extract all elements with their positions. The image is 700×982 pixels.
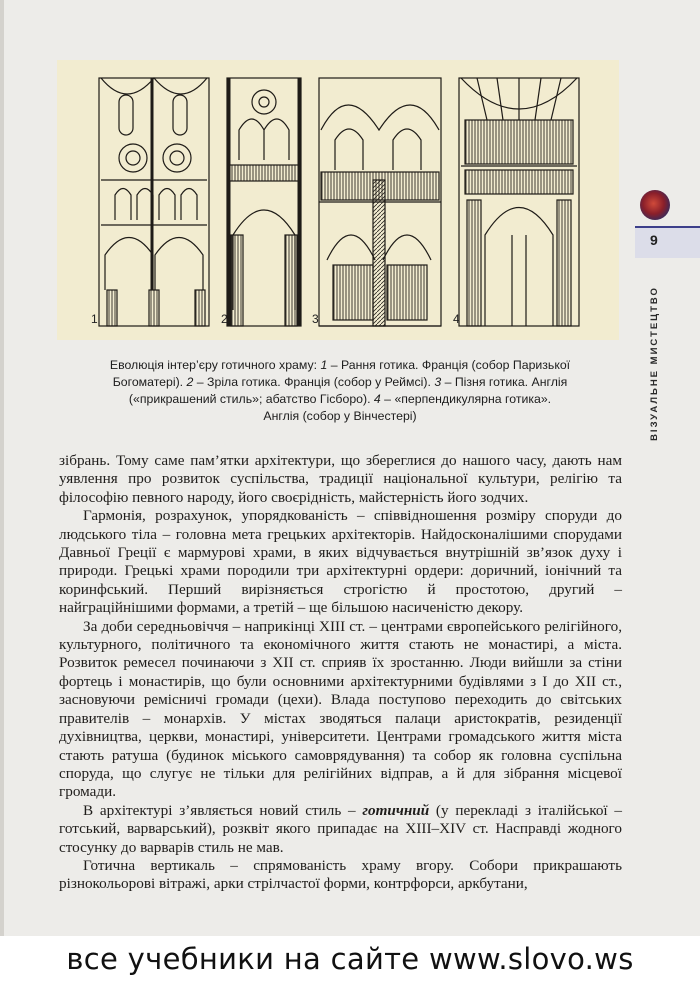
panel-number-2: 2 xyxy=(221,312,228,326)
caption-text: Англія (собор у Вінчестері) xyxy=(263,409,417,423)
paragraph: Готична вертикаль – спрямованість храму вгору. Собори прикрашають різнокольорові вітражі, арки стрілчастої форми, контрфорси, аркбутани, xyxy=(59,856,622,893)
paragraph: За доби середньовіччя – наприкінці XIII ст. – центрами європейського релігійного, культурного, політичного та економічного життя стають не монастирі, а міста. Розвиток ремесел починаючи з XII ст. сприяв їх зростанню. Люди вийшли за стіни фортець і монастирів, що були основними архітектурними будівлями з I до XII ст., засновуючи ремісничі громади (цехи). Влада поступово переходить до світських правителів – монархів. У містах зводяться палаци аристократів, резиденції духівництва, церкви, монастирі, університети. Центрами громадського життя міста стають ратуша (будинок міського самоврядування) та собор як головна суспільна споруда, що слугує не тільки для релігійних відправ, а й для зібрання місцевої громади. xyxy=(59,617,622,801)
caption-text: – «перпендикулярна готика». xyxy=(380,392,552,406)
caption-text: – Зріла готика. Франція (собор у Реймсі). xyxy=(193,375,435,389)
section-emblem-icon xyxy=(640,190,670,220)
page-edge xyxy=(0,0,4,982)
panel-number-1: 1 xyxy=(91,312,98,326)
panel-4-drawing xyxy=(459,78,579,326)
paragraph: Гармонія, розрахунок, упорядкованість – співвідношення розміру споруди до людського тіла – головна мета грецьких архітекторів. Найдосконалішими спорудами Давньої Греції є мармурові храми, в яких відчувається внутрішній зв’язок духу і природи. Грецькі храми породили три архітектурні ордери: доричний, іонічний та коринфський. Перший вирізняється строгістю й простотою, другий – найграційнішими формами, а третій – ще більшою насиченістю декору. xyxy=(59,507,622,617)
figure-caption xyxy=(60,357,620,425)
caption-text: Еволюція інтер’єру готичного храму: xyxy=(109,358,321,372)
panel-2-drawing xyxy=(227,78,301,326)
section-label-text: ВІЗУАЛЬНЕ МИСТЕЦТВО xyxy=(648,285,660,441)
panel-number-4: 4 xyxy=(453,312,460,326)
caption-number: 3 xyxy=(434,375,442,389)
page-number: 9 xyxy=(650,232,658,248)
term-highlight: готичний xyxy=(362,801,430,819)
caption-number: 4 xyxy=(373,392,381,406)
caption-text: – Пізня готика. Англія xyxy=(441,375,568,389)
panel-number-3: 3 xyxy=(312,312,319,326)
caption-number: 2 xyxy=(186,375,194,389)
page-number-tab xyxy=(635,226,700,258)
paragraph-text: (у перекладі з італійської – готський, варварський), розквіт якого припадає на XIII–XIV ст. Насправді жодного стосунку до варварів стиль не мав. xyxy=(59,801,622,856)
caption-text: Богоматері). xyxy=(112,375,187,389)
paragraph-text: В архітектурі з’являється новий стиль – xyxy=(83,801,363,819)
gothic-interiors-figure xyxy=(57,60,619,340)
caption-text: – Рання готика. Франція (собор Паризької xyxy=(327,358,571,372)
body-text xyxy=(59,452,622,894)
site-watermark-banner: все учебники на сайте www.slovo.ws xyxy=(0,936,700,982)
paragraph xyxy=(59,802,622,857)
panel-1-drawing xyxy=(99,78,209,326)
paragraph: зібрань. Тому саме пам’ятки архітектури, що збереглися до нашого часу, дають нам уявлення про розвиток суспільства, традиції національної культури, релігію та філософію певного народу, його своєрідність, майстерність його зодчих. xyxy=(59,452,622,506)
gothic-drawings xyxy=(57,60,619,340)
panel-3-drawing xyxy=(319,78,441,326)
caption-text: («прикрашений стиль»; абатство Гісборо). xyxy=(128,392,374,406)
section-label xyxy=(641,268,667,458)
caption-number: 1 xyxy=(320,358,328,372)
